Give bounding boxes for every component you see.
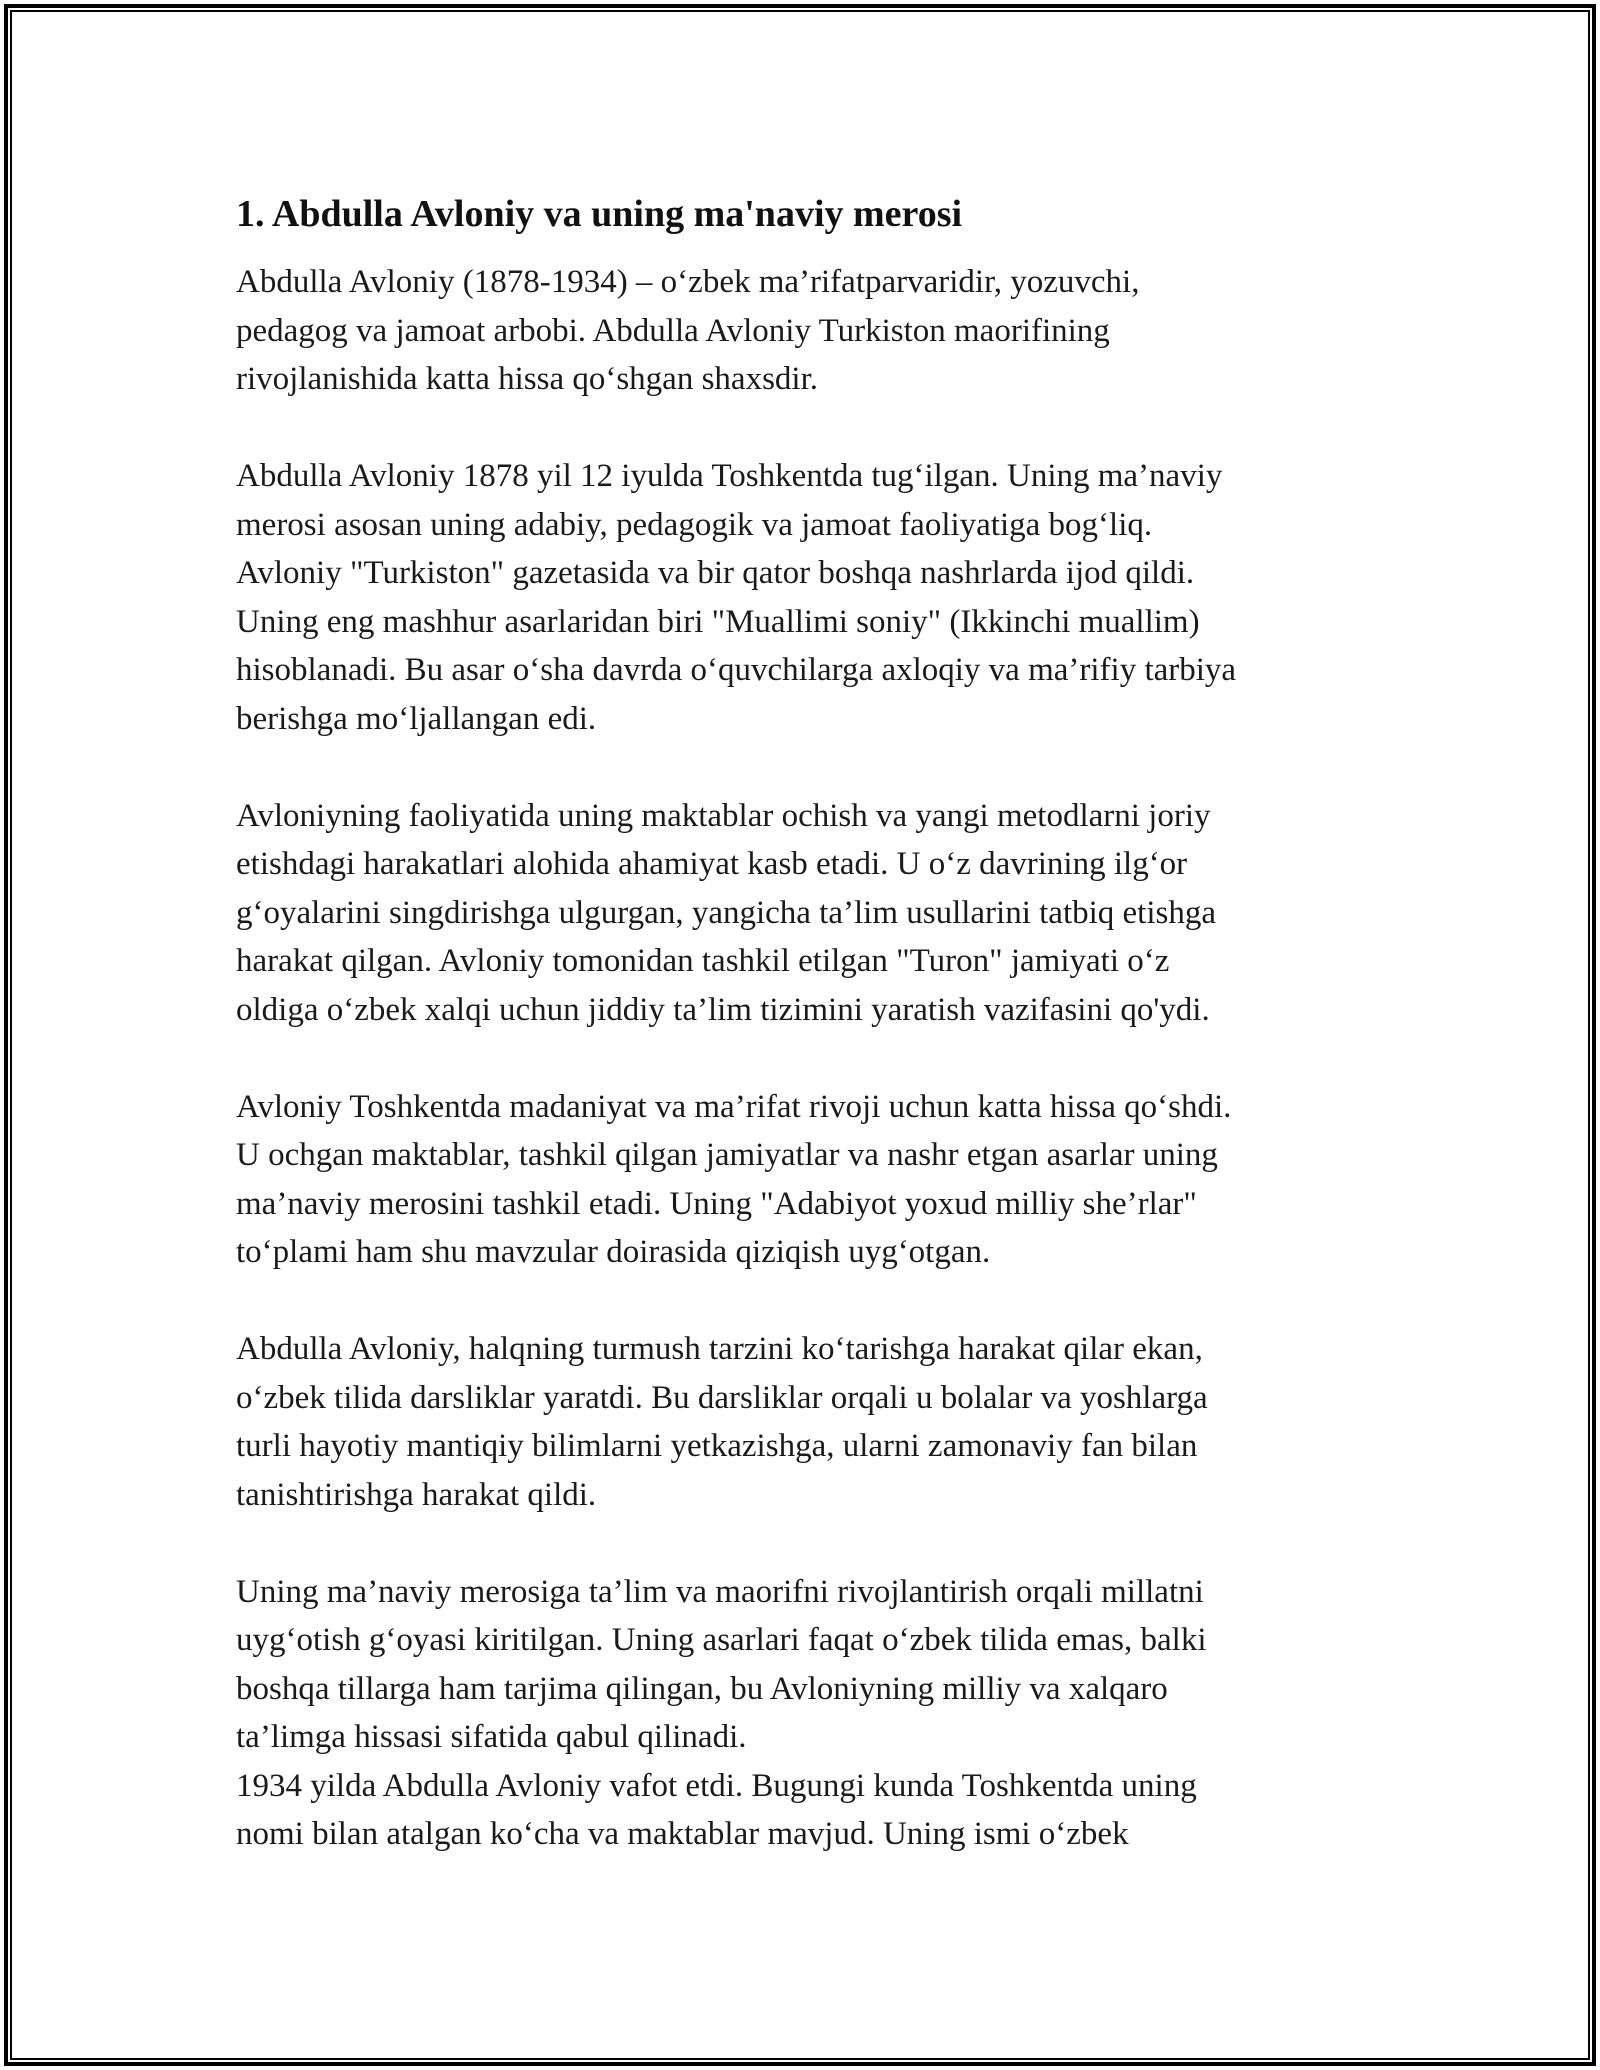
text-line: tanishtirishga harakat qildi. bbox=[236, 1476, 597, 1513]
paragraph-schools bbox=[236, 792, 1366, 1035]
text-line: berishga mo‘ljallangan edi. bbox=[236, 700, 597, 737]
text-line: turli hayotiy mantiqiy bilimlarni yetkazishga, ularni zamonaviy fan bilan bbox=[236, 1428, 1198, 1464]
text-line: 1934 yilda Abdulla Avloniy vafot etdi. Bugungi kunda Toshkentda uning bbox=[236, 1767, 1197, 1804]
paragraph-biography bbox=[236, 452, 1366, 743]
text-line: o‘zbek tilida darsliklar yaratdi. Bu darsliklar orqali u bolalar va yoshlarga bbox=[236, 1379, 1208, 1416]
text-line: to‘plami ham shu mavzular doirasida qiziqish uyg‘otgan. bbox=[236, 1234, 991, 1270]
paragraph-textbooks bbox=[236, 1325, 1366, 1519]
text-line: pedagog va jamoat arbobi. Abdulla Avloniy Turkiston maorifining bbox=[236, 312, 1110, 349]
text-line: boshqa tillarga ham tarjima qilingan, bu Avloniyning milliy va xalqaro bbox=[236, 1670, 1168, 1707]
text-line: hisoblanadi. Bu asar o‘sha davrda o‘quvchilarga axloqiy va ma’rifiy tarbiya bbox=[236, 652, 1237, 688]
text-line: merosi asosan uning adabiy, pedagogik va jamoat faoliyatiga bog‘liq. bbox=[236, 506, 1153, 543]
text-line: Abdulla Avloniy, halqning turmush tarzini ko‘tarishga harakat qilar ekan, bbox=[236, 1331, 1203, 1367]
text-line: uyg‘otish g‘oyasi kiritilgan. Uning asarlari faqat o‘zbek tilida emas, balki bbox=[236, 1622, 1207, 1658]
text-line: ma’naviy merosini tashkil etadi. Uning "Adabiyot yoxud milliy she’rlar" bbox=[236, 1185, 1197, 1222]
text-line: U ochgan maktablar, tashkil qilgan jamiyatlar va nashr etgan asarlar uning bbox=[236, 1137, 1218, 1173]
text-line: Abdulla Avloniy (1878-1934) – o‘zbek ma’rifatparvaridir, yozuvchi, bbox=[236, 264, 1140, 300]
text-line: Uning eng mashhur asarlaridan biri "Muallimi soniy" (Ikkinchi muallim) bbox=[236, 603, 1200, 640]
text-line: Abdulla Avloniy 1878 yil 12 iyulda Toshkentda tug‘ilgan. Uning ma’naviy bbox=[236, 458, 1223, 494]
text-line: g‘oyalarini singdirishga ulgurgan, yangicha ta’lim usullarini tatbiq etishga bbox=[236, 894, 1217, 931]
text-line: Avloniy Toshkentda madaniyat va ma’rifat rivoji uchun katta hissa qo‘shdi. bbox=[236, 1088, 1232, 1125]
paragraph-legacy bbox=[236, 1568, 1366, 1859]
text-line: oldiga o‘zbek xalqi uchun jiddiy ta’lim tizimini yaratish vazifasini qo'ydi. bbox=[236, 991, 1210, 1028]
text-line: Avloniyning faoliyatida uning maktablar ochish va yangi metodlarni joriy bbox=[236, 797, 1211, 834]
text-line: Avloniy "Turkiston" gazetasida va bir qator boshqa nashrlarda ijod qildi. bbox=[236, 555, 1195, 591]
paragraph-culture bbox=[236, 1083, 1366, 1277]
text-line: Uning ma’naviy merosiga ta’lim va maorifni rivojlantirish orqali millatni bbox=[236, 1573, 1204, 1610]
text-line: nomi bilan atalgan ko‘cha va maktablar mavjud. Uning ismi o‘zbek bbox=[236, 1816, 1129, 1852]
text-line: rivojlanishida katta hissa qo‘shgan shaxsdir. bbox=[236, 361, 818, 397]
document-title: 1. Abdulla Avloniy va uning ma'naviy merosi bbox=[236, 193, 963, 235]
paragraph-intro bbox=[236, 258, 1366, 404]
text-line: harakat qilgan. Avloniy tomonidan tashkil etilgan "Turon" jamiyati o‘z bbox=[236, 943, 1170, 979]
text-line: ta’limga hissasi sifatida qabul qilinadi. bbox=[236, 1719, 747, 1755]
document-page bbox=[236, 190, 1366, 1859]
text-line: etishdagi harakatlari alohida ahamiyat kasb etadi. U o‘z davrining ilg‘or bbox=[236, 846, 1188, 882]
